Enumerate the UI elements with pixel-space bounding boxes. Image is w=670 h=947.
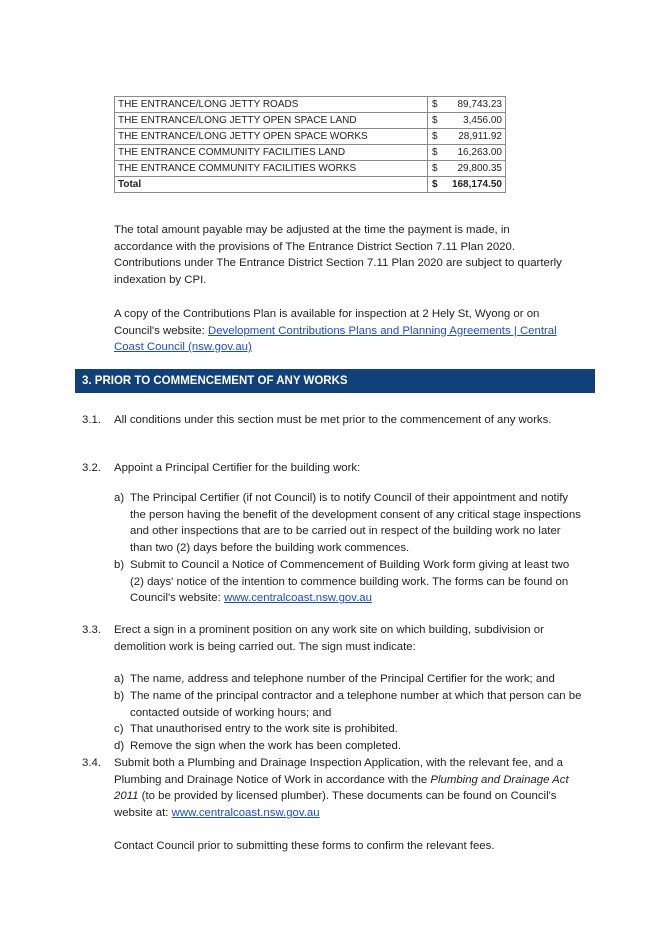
contributions-plans-link[interactable]: Development Contributions Plans and Planning Agreements | Central Coast Council (nsw.gov.au): [114, 324, 557, 354]
currency-symbol: $: [432, 115, 438, 126]
amount-cell: [428, 113, 506, 129]
section-heading: 3. PRIOR TO COMMENCEMENT OF ANY WORKS: [75, 369, 595, 393]
sub-item-3-3-d: [114, 738, 584, 755]
amount-cell: [428, 177, 506, 193]
sub-item-label: a): [114, 492, 125, 504]
item-number-3-2: 3.2.: [82, 462, 101, 474]
contact-council-note: Contact Council prior to submitting these forms to confirm the relevant fees.: [114, 840, 495, 852]
fund-name-cell: THE ENTRANCE/LONG JETTY ROADS: [115, 97, 428, 113]
amount-value: 168,174.50: [451, 179, 502, 190]
fund-name-cell: THE ENTRANCE/LONG JETTY OPEN SPACE WORKS: [115, 129, 428, 145]
sub-item-3-3-b: [114, 688, 584, 721]
table-row: [115, 161, 506, 177]
currency-symbol: $: [432, 131, 438, 142]
amount-value: 28,911.92: [458, 131, 502, 142]
sub-item-text: The name of the principal contractor and a telephone number at which that person can be contacted outside of working hours; and: [130, 690, 582, 719]
currency-symbol: $: [432, 99, 438, 110]
contributions-plan-text: A copy of the Contributions Plan is available for inspection at 2 Hely St, Wyong or on Council's website:: [114, 308, 540, 337]
sub-item-label: d): [114, 740, 125, 752]
table-row: [115, 97, 506, 113]
amount-cell: [428, 129, 506, 145]
fund-name-cell: THE ENTRANCE COMMUNITY FACILITIES LAND: [115, 145, 428, 161]
item-text-3-4-part2: (to be provided by licensed plumber). These documents can be found on Council's website at:: [114, 790, 557, 819]
item-text-3-3: Erect a sign in a prominent position on any work site on which building, subdivision or demolition work is being carried out. The sign must indicate:: [114, 624, 544, 653]
amount-value: 3,456.00: [463, 115, 502, 126]
amount-wrapper: [432, 99, 502, 110]
sub-item-3-3-a: [114, 671, 584, 688]
amount-cell: [428, 145, 506, 161]
amount-wrapper: [432, 163, 502, 174]
contributions-table: [114, 96, 506, 193]
fund-name-cell: Total: [115, 177, 428, 193]
sub-item-text: That unauthorised entry to the work site is prohibited.: [130, 723, 398, 735]
item-text-3-1: All conditions under this section must be met prior to the commencement of any works.: [114, 414, 552, 426]
sub-item-label: b): [114, 690, 125, 702]
act-title: Plumbing and Drainage Act 2011: [114, 773, 569, 803]
contributions-plan-paragraph: [114, 306, 564, 356]
council-website-link[interactable]: www.centralcoast.nsw.gov.au: [223, 592, 372, 605]
amount-wrapper: [432, 147, 502, 158]
sub-item-text: Remove the sign when the work has been completed.: [130, 740, 402, 752]
sub-item-3-2-a: [114, 490, 584, 556]
currency-symbol: $: [432, 179, 438, 190]
amount-value: 29,800.35: [457, 163, 502, 174]
sub-item-3-2-b: [114, 557, 584, 607]
item-text-3-4-part1: Submit both a Plumbing and Drainage Inspection Application, with the relevant fee, and a Plumbing and Drainage Notice of Work in accordance with the: [114, 757, 563, 786]
fund-name-cell: THE ENTRANCE/LONG JETTY OPEN SPACE LAND: [115, 113, 428, 129]
council-website-link[interactable]: www.centralcoast.nsw.gov.au: [171, 806, 320, 819]
sub-item-text: The name, address and telephone number of the Principal Certifier for the work; and: [130, 673, 555, 685]
table-total-row: [115, 177, 506, 193]
amount-value: 89,743.23: [457, 99, 502, 110]
amount-wrapper: [432, 115, 502, 126]
sub-item-label: a): [114, 673, 125, 685]
table-row: [115, 113, 506, 129]
item-number-3-3: 3.3.: [82, 624, 101, 636]
table-row: [115, 145, 506, 161]
amount-wrapper: [432, 179, 502, 190]
currency-symbol: $: [432, 147, 438, 158]
sub-item-text-body: Submit to Council a Notice of Commencement of Building Work form giving at least two (2) days' notice of the intention to commence building work. The forms can be found on Council's website:: [130, 559, 570, 605]
amount-wrapper: [432, 131, 502, 142]
payable-paragraph: The total amount payable may be adjusted at the time the payment is made, in accordance with the provisions of The Entrance District Section 7.11 Plan 2020. Contributions under The Entrance District Section 7.11 Plan 2020 are subject to quarterly indexation by CPI.: [114, 224, 562, 286]
currency-symbol: $: [432, 163, 438, 174]
sub-item-text: The Principal Certifier (if not Council) is to notify Council of their appointment and notify the person having the benefit of the development consent of any critical stage inspections and other inspections that are to be carried out in respect of the building work no later than two (2) days before the building work commences.: [130, 492, 581, 554]
amount-value: 16,263.00: [457, 147, 502, 158]
amount-cell: [428, 97, 506, 113]
contributions-table-body: [115, 97, 506, 193]
sub-item-3-3-c: [114, 721, 584, 738]
amount-cell: [428, 161, 506, 177]
item-number-3-1: 3.1.: [82, 414, 101, 426]
sub-item-label: b): [114, 559, 125, 571]
item-text-3-2: Appoint a Principal Certifier for the building work:: [114, 462, 361, 474]
sub-item-text: [130, 557, 584, 607]
fund-name-cell: THE ENTRANCE COMMUNITY FACILITIES WORKS: [115, 161, 428, 177]
sub-item-label: c): [114, 723, 124, 735]
item-text-3-4: [114, 755, 584, 821]
item-number-3-4: 3.4.: [82, 757, 101, 769]
table-row: [115, 129, 506, 145]
